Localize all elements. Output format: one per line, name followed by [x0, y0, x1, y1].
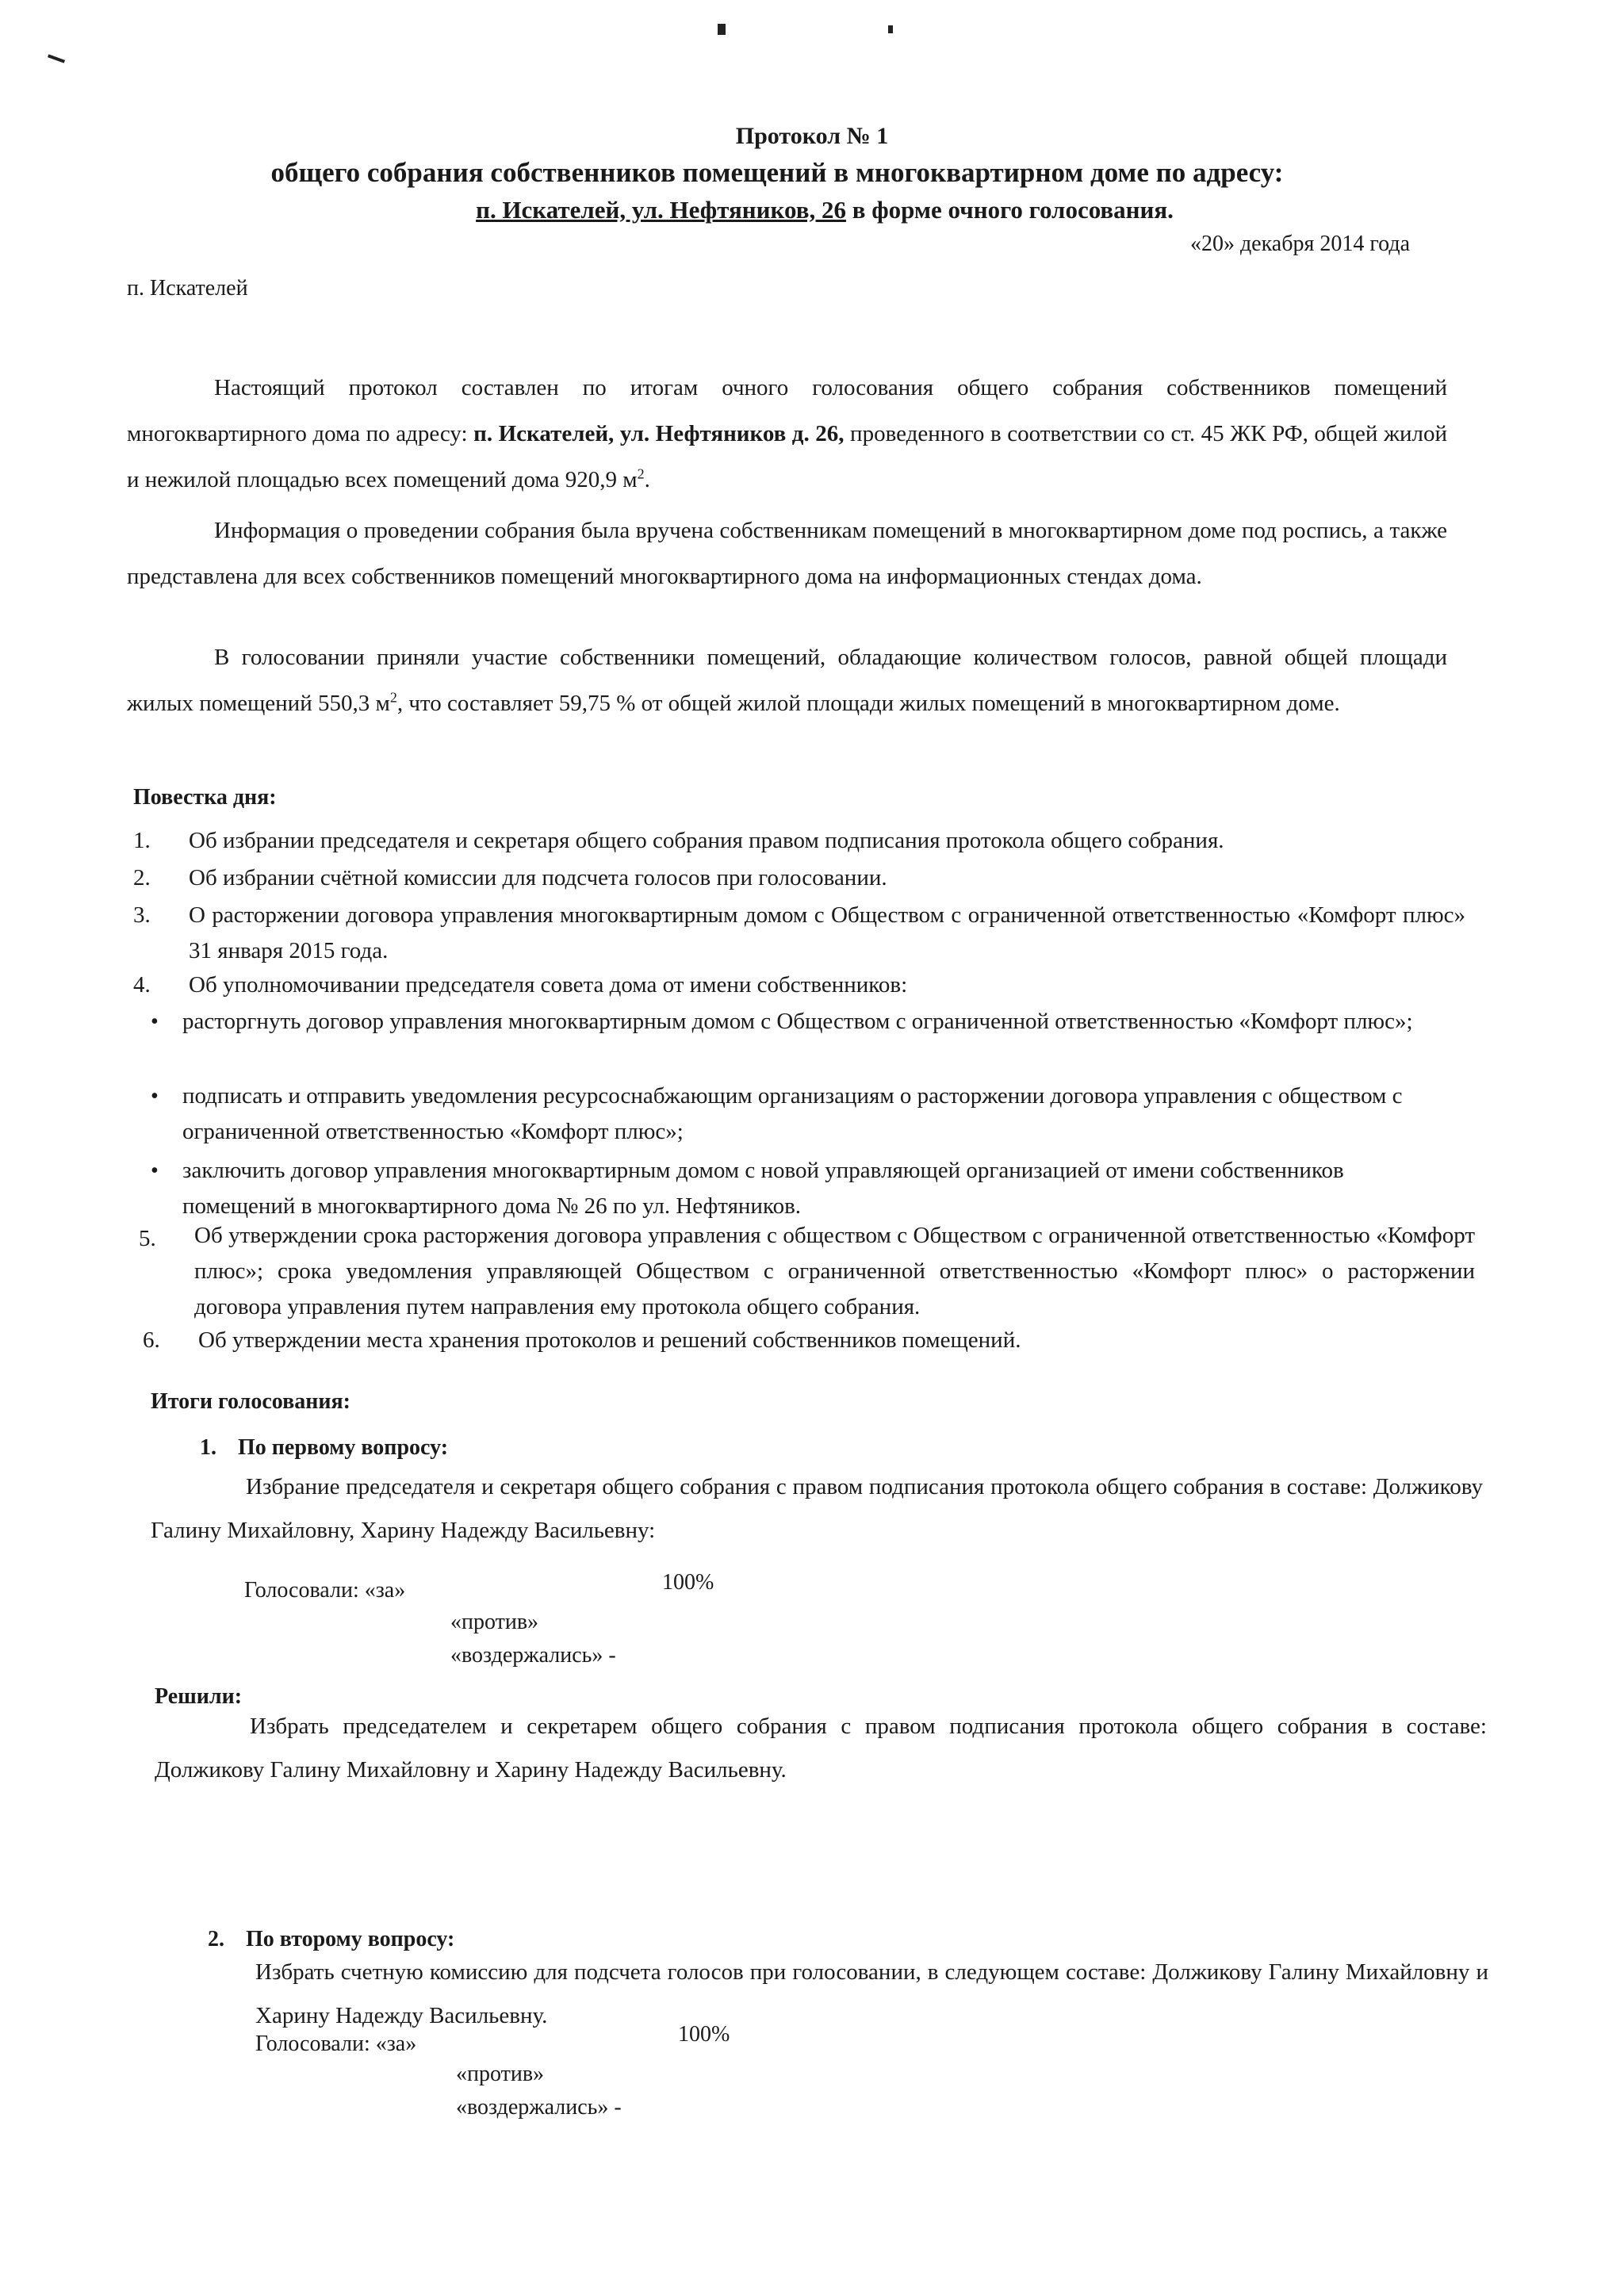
question-1-heading: [200, 1435, 448, 1461]
protocol-address-line: [349, 196, 1300, 224]
bullet-text: расторгнуть договор управления многоквартирным домом с Обществом с ограниченной ответственностью «Комфорт плюс»;: [182, 1009, 1413, 1034]
q1-for-value: 100%: [662, 1570, 714, 1595]
address-underlined: п. Искателей, ул. Нефтяников, 26: [476, 196, 846, 224]
question-2-text: Избрать счетную комиссию для подсчета голосов при голосовании, в следующем составе: Должикову Галину Михайловну и Харину Надежду Васильевну.: [255, 1959, 1488, 2028]
scan-artifact: [48, 54, 65, 63]
agenda-item-number: 2.: [133, 865, 151, 890]
bullet-icon: •: [151, 1158, 159, 1183]
document-date: «20» декабря 2014 года: [1189, 232, 1410, 256]
question-2-heading: [208, 1927, 454, 1952]
intro-text: В голосовании приняли участие собственники помещений, обладающие количеством голосов, равной общей площади жилых помещений 550,3 м: [127, 645, 1447, 716]
intro-paragraph-3: [127, 634, 1447, 726]
q1-abstain-label: «воздержались» -: [450, 1643, 616, 1668]
agenda-item-text: Об утверждении срока расторжения договора управления с обществом с Обществом с ограниченной ответственностью «Комфорт плюс»; срока уведомления управляющей Обществом с ограниченной ответственностью «Комфорт плюс» о расторжении договора управления путем направления ему протокола общего собрания.: [194, 1223, 1475, 1319]
question-number: 1.: [200, 1435, 216, 1460]
agenda-item-number: 1.: [133, 828, 151, 853]
question-1-text: Избрание председателя и секретаря общего собрания с правом подписания протокола общего собрания в составе: Должикову Галину Михайловну, Харину Надежду Васильевну:: [151, 1474, 1483, 1543]
intro-text: , что составляет 59,75 % от общей жилой площади жилых помещений в многоквартирном доме.: [396, 691, 1340, 716]
protocol-subtitle: общего собрания собственников помещений в многоквартирном доме по адресу:: [270, 157, 1284, 188]
decided-title: Решили:: [155, 1684, 243, 1709]
agenda-item-number: 5.: [139, 1226, 156, 1251]
bullet-text: заключить договор управления многоквартирным домом с новой управляющей организацией от имени собственников помещений в многоквартирного дома № 26 по ул. Нефтяников.: [182, 1158, 1344, 1219]
bullet-icon: •: [151, 1009, 159, 1034]
agenda-item-number: 3.: [133, 902, 151, 928]
q2-voted-for-label: Голосовали: «за»: [255, 2032, 417, 2056]
agenda-item-text: Об избрании счётной комиссии для подсчета голосов при голосовании.: [189, 865, 887, 890]
intro-paragraph-1: [127, 365, 1447, 503]
question-title: По второму вопросу:: [246, 1927, 455, 1951]
agenda-item-number: 4.: [133, 972, 151, 998]
question-number: 2.: [208, 1927, 224, 1951]
decided-text: Избрать председателем и секретарем общего собрания с правом подписания протокола общего собрания в составе: Должикову Галину Михайловну и Харину Надежду Васильевну.: [155, 1714, 1487, 1783]
q2-for-value: 100%: [678, 2022, 730, 2047]
scan-artifact: [718, 24, 726, 35]
q1-voted-for-label: Голосовали: «за»: [244, 1578, 406, 1603]
intro-text: Настоящий протокол составлен по итогам очного голосования общего собрания собственников помещений многоквартирного дома по адресу:: [127, 375, 1447, 446]
superscript: 2: [637, 465, 645, 482]
agenda-item-text: О расторжении договора управления многоквартирным домом с Обществом с ограниченной ответственностью «Комфорт плюс» 31 января 2015 года.: [189, 902, 1465, 963]
question-title: По первому вопросу:: [238, 1435, 449, 1460]
agenda-bullet: [151, 1078, 1459, 1150]
q2-abstain-label: «воздержались» -: [456, 2095, 622, 2120]
bullet-text: подписать и отправить уведомления ресурсоснабжающим организациям о расторжении договора управления с обществом с ограниченной ответственностью «Комфорт плюс»;: [182, 1083, 1403, 1144]
agenda-title: Повестка дня:: [133, 785, 277, 810]
agenda-bullet: [151, 1004, 1459, 1040]
protocol-number: Протокол № 1: [735, 123, 889, 149]
scan-artifact: [888, 25, 893, 33]
document-city: п. Искателей: [127, 276, 248, 301]
intro-text: проведенного в соответствии со ст. 45 ЖК РФ, общей жилой и нежилой площадью всех помещений дома 920,9 м: [127, 421, 1447, 492]
results-title: Итоги голосования:: [151, 1389, 350, 1414]
intro-address-bold: п. Искателей, ул. Нефтяников д. 26,: [473, 421, 845, 446]
agenda-item-text: Об утверждении места хранения протоколов и решений собственников помещений.: [198, 1327, 1021, 1353]
agenda-item-text: Об избрании председателя и секретаря общего собрания правом подписания протокола общего собрания.: [189, 828, 1224, 853]
bullet-icon: •: [151, 1084, 159, 1109]
agenda-item-text: Об уполномочивании председателя совета дома от имени собственников:: [189, 972, 908, 998]
superscript: 2: [389, 689, 397, 706]
agenda-bullet: [151, 1153, 1459, 1224]
q1-against-label: «против»: [450, 1610, 539, 1634]
q2-against-label: «против»: [456, 2062, 545, 2086]
agenda-item-number: 6.: [143, 1327, 160, 1353]
intro-text: .: [644, 467, 650, 492]
intro-paragraph-2: Информация о проведении собрания была вручена собственникам помещений в многоквартирном доме под роспись, а также представлена для всех собственников помещений многоквартирного дома на информационных стендах дома.: [127, 518, 1447, 589]
form-suffix: в форме очного голосования.: [845, 196, 1174, 224]
